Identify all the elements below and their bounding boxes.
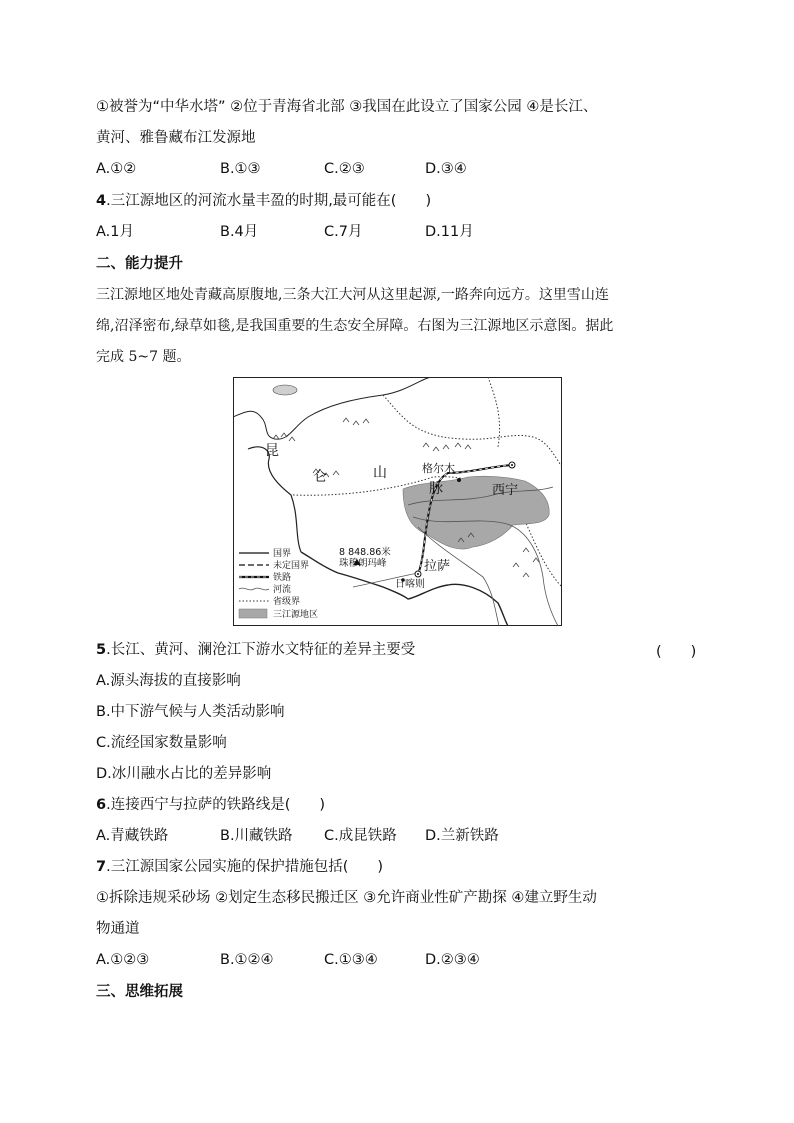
passage-line3: 完成 5~7 题。 [96,349,191,365]
legend-label-river: 河流 [273,585,292,595]
q5-option-c: C.流经国家数量影响 [96,735,227,751]
label-golmud: 格尔木 [422,462,455,475]
q5-answer-paren: ( ) [656,644,697,660]
legend-label-railway: 铁路 [273,573,292,583]
q4-stem-text: .三江源地区的河流水量丰盈的时期,最可能在( ) [106,193,432,209]
label-xining: 西宁 [492,483,519,498]
label-mai: 脉 [429,481,443,497]
q3-statements-line2: 黄河、雅鲁藏布江发源地 [96,130,256,146]
q5-option-b: B.中下游气候与人类活动影响 [96,704,285,720]
golmud-city-icon [457,478,461,482]
lhasa-city-dot [417,573,419,575]
passage-line2: 绵,沼泽密布,绿草如毯,是我国重要的生态安全屏障。右图为三江源地区示意图。据此 [96,318,614,334]
q6-stem [96,795,325,815]
q7-statements-line1: ①拆除违规采砂场 ②划定生态移民搬迁区 ③允许商业性矿产勘探 ④建立野生动 [96,890,597,906]
label-lun: 仑 [313,469,327,485]
section-2-heading: 二、能力提升 [96,256,183,272]
q4-stem [96,191,431,211]
q6-option-a: A.青藏铁路 [96,828,169,844]
legend-label-undetermined-border: 未定国界 [273,561,310,571]
q5-stem-text: .长江、黄河、澜沧江下游水文特征的差异主要受 [106,642,416,658]
q3-option-d: D.③④ [425,161,467,177]
q7-option-a: A.①②③ [96,952,150,968]
q4-option-c: C.7月 [324,224,363,240]
section-3-heading: 三、思维拓展 [96,984,183,1000]
q7-option-b: B.①②④ [220,952,274,968]
q4-option-a: A.1月 [96,224,134,240]
q6-stem-text: .连接西宁与拉萨的铁路线是( ) [106,797,326,813]
lake-shape [273,385,297,395]
label-everest-name: 珠穆朗玛峰 [339,558,387,569]
label-lhasa: 拉萨 [424,559,451,574]
q5-option-a: A.源头海拔的直接影响 [96,673,241,689]
label-everest-height: 8 848.86米 [339,547,391,558]
q3-option-c: C.②③ [324,161,365,177]
q6-option-c: C.成昆铁路 [324,828,397,844]
q4-option-d: D.11月 [425,224,474,240]
q6-option-b: B.川藏铁路 [220,828,293,844]
q5-option-d: D.冰川融水占比的差异影响 [96,766,272,782]
q7-statements-line2: 物通道 [96,921,140,937]
legend-label-border: 国界 [273,549,292,559]
q4-number: 4 [96,193,107,209]
xining-city-dot [511,464,513,466]
legend-icon-region [239,609,267,618]
q3-statements-line1: ①被誉为“中华水塔” ②位于青海省北部 ③我国在此设立了国家公园 ④是长江、 [96,99,598,115]
q4-option-b: B.4月 [220,224,259,240]
q5-stem [96,640,415,660]
legend-label-region: 三江源地区 [273,610,319,620]
passage-line1: 三江源地区地处青藏高原腹地,三条大江大河从这里起源,一路奔向远方。这里雪山连 [96,287,609,303]
label-shan: 山 [373,465,387,481]
q3-option-a: A.①② [96,161,137,177]
q6-number: 6 [96,797,107,813]
q6-option-d: D.兰新铁路 [425,828,499,844]
legend-label-province-border: 省级界 [273,597,301,607]
q5-number: 5 [96,642,107,658]
q3-option-b: B.①③ [220,161,261,177]
q7-number: 7 [96,859,107,875]
q7-option-c: C.①③④ [324,952,378,968]
q7-stem [96,857,383,877]
q7-stem-text: .三江源国家公园实施的保护措施包括( ) [106,859,384,875]
q7-option-d: D.②③④ [425,952,480,968]
label-kun: 昆 [265,443,279,459]
sanjiangyuan-map [233,377,562,626]
label-shigatse: 日喀则 [395,579,425,590]
